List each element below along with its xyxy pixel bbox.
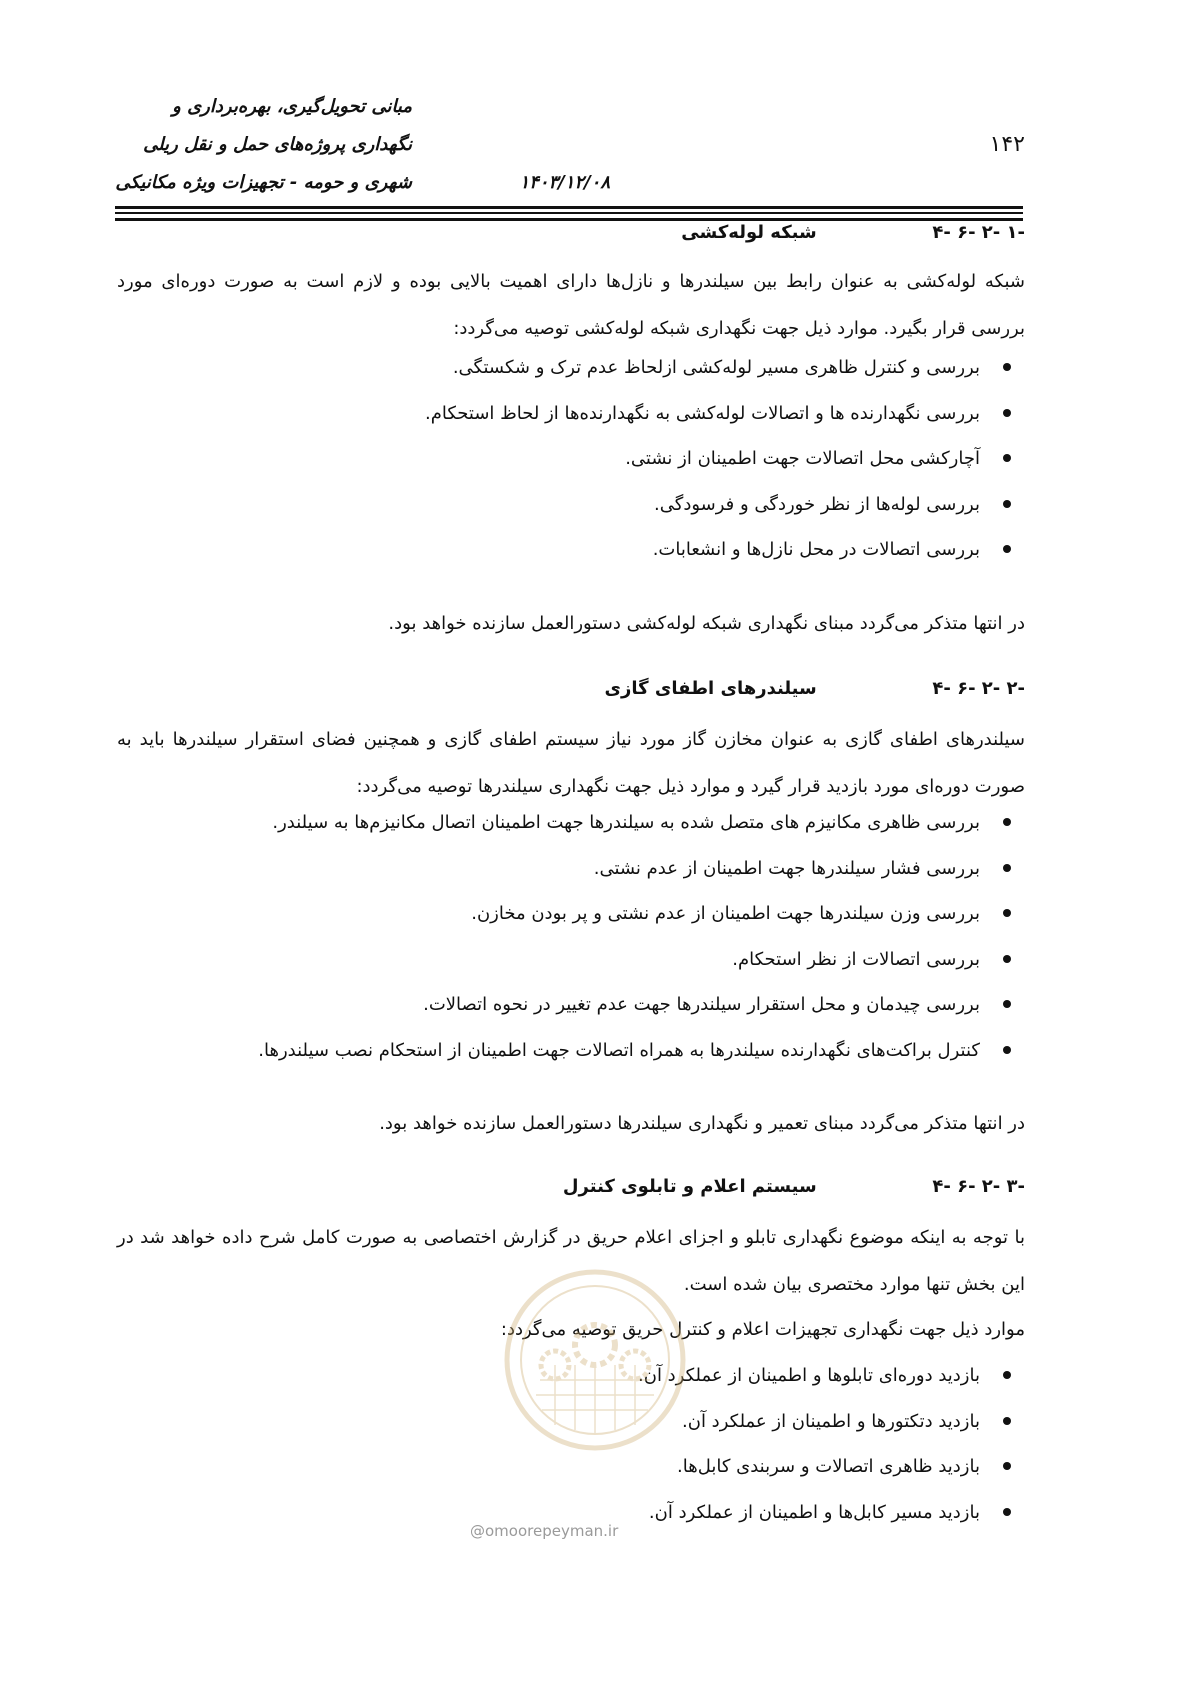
list-item: بررسی و کنترل ظاهری مسیر لوله‌کشی ازلحاظ عدم ترک و شکستگی.	[425, 345, 1025, 391]
bullet-icon	[1003, 1462, 1011, 1470]
list-item: بررسی ظاهری مکانیزم های متصل شده به سیلندرها جهت اطمینان اتصال مکانیزم‌ها به سیلندر.	[258, 800, 1025, 846]
watermark-seal-icon	[500, 1265, 690, 1455]
section-number: ۴- ۶- ۲- ۱-	[932, 222, 1025, 243]
bullet-icon	[1003, 1417, 1011, 1425]
list-item: بررسی اتصالات در محل نازل‌ها و انشعابات.	[425, 527, 1025, 573]
header-divider	[115, 212, 1023, 214]
section-heading	[605, 678, 1025, 699]
bullet-icon	[1003, 454, 1011, 462]
bullet-icon	[1003, 1046, 1011, 1054]
bullet-icon	[1003, 1508, 1011, 1516]
section-paragraph: شبکه لوله‌کشی به عنوان رابط بین سیلندرها و نازل‌ها دارای اهمیت بالایی بوده و لازم است به صورت دوره‌ای مورد بررسی قرار بگیرد. موارد ذیل جهت نگهداری شبکه لوله‌کشی توصیه می‌گردد:	[117, 271, 1025, 339]
bullet-list	[425, 345, 1025, 573]
section-title: سیلندرهای اطفای گازی	[604, 678, 817, 699]
watermark-url: @omoorepeyman.ir	[470, 1522, 619, 1540]
bullet-list	[638, 1353, 1025, 1535]
list-item: بررسی چیدمان و محل استقرار سیلندرها جهت عدم تغییر در نحوه اتصالات.	[258, 982, 1025, 1028]
section-heading	[681, 222, 1025, 243]
section-title: شبکه لوله‌کشی	[681, 222, 817, 243]
section-heading	[563, 1176, 1025, 1197]
section-paragraph: با توجه به اینکه موضوع نگهداری تابلو و اجزای اعلام حریق در گزارش اختصاصی به صورت کامل شرح داده خواهد شد در این بخش تنها موارد مختصری بیان شده است.	[117, 1227, 1025, 1295]
list-item: بررسی وزن سیلندرها جهت اطمینان از عدم نشتی و پر بودن مخازن.	[258, 891, 1025, 937]
list-item: بررسی اتصالات از نظر استحکام.	[258, 937, 1025, 983]
list-item: بررسی لوله‌ها از نظر خوردگی و فرسودگی.	[425, 482, 1025, 528]
bullet-icon	[1003, 409, 1011, 417]
list-item: بررسی فشار سیلندرها جهت اطمینان از عدم نشتی.	[258, 846, 1025, 892]
section-paragraph: سیلندرهای اطفای گازی به عنوان مخازن گاز مورد نیاز سیستم اطفای گازی و همچنین فضای استقرار سیلندرها باید به صورت دوره‌ای مورد بازدید قرار گیرد و موارد ذیل جهت نگهداری سیلندرها توصیه می‌گردد:	[117, 729, 1025, 797]
bullet-list	[258, 800, 1025, 1073]
bullet-icon	[1003, 545, 1011, 553]
page-number: ۱۴۲	[989, 132, 1025, 157]
bullet-icon	[1003, 500, 1011, 508]
list-item: بررسی نگهدارنده ها و اتصالات لوله‌کشی به نگهدارنده‌ها از لحاظ استحکام.	[425, 391, 1025, 437]
bullet-icon	[1003, 1000, 1011, 1008]
header-divider	[115, 218, 1023, 221]
list-item: بازدید مسیر کابل‌ها و اطمینان از عملکرد آن.	[638, 1490, 1025, 1536]
bullet-icon	[1003, 955, 1011, 963]
list-item: بازدید ظاهری اتصالات و سربندی کابل‌ها.	[638, 1444, 1025, 1490]
section-closing: در انتها متذکر می‌گردد مبنای نگهداری شبکه لوله‌کشی دستورالعمل سازنده خواهد بود.	[388, 613, 1025, 634]
header-title-line-1: مبانی تحویل‌گیری، بهره‌برداری و	[172, 96, 412, 117]
bullet-icon	[1003, 363, 1011, 371]
bullet-icon	[1003, 909, 1011, 917]
header-title-line-2: نگهداری پروژه‌های حمل و نقل ریلی	[143, 134, 412, 155]
section-title: سیستم اعلام و تابلوی کنترل	[562, 1176, 817, 1197]
section-number: ۴- ۶- ۲- ۲-	[932, 678, 1025, 699]
header-title-line-3: شهری و حومه - تجهیزات ویژه مکانیکی	[115, 172, 412, 193]
list-item: بازدید دتکتورها و اطمینان از عملکرد آن.	[638, 1399, 1025, 1445]
header-divider	[115, 206, 1023, 209]
list-item: بازدید دوره‌ای تابلوها و اطمینان از عملکرد آن.	[638, 1353, 1025, 1399]
bullet-icon	[1003, 1371, 1011, 1379]
section-number: ۴- ۶- ۲- ۳-	[932, 1176, 1025, 1197]
bullet-icon	[1003, 864, 1011, 872]
list-item: کنترل براکت‌های نگهدارنده سیلندرها به همراه اتصالات جهت اطمینان از استحکام نصب سیلندرها.	[258, 1028, 1025, 1074]
header-date: ۱۴۰۳/۱۲/۰۸	[519, 172, 610, 193]
section-intro: موارد ذیل جهت نگهداری تجهیزات اعلام و کنترل حریق توصیه می‌گردد:	[500, 1319, 1025, 1340]
list-item: آچارکشی محل اتصالات جهت اطمینان از نشتی.	[425, 436, 1025, 482]
bullet-icon	[1003, 818, 1011, 826]
section-closing: در انتها متذکر می‌گردد مبنای تعمیر و نگهداری سیلندرها دستورالعمل سازنده خواهد بود.	[379, 1113, 1025, 1134]
